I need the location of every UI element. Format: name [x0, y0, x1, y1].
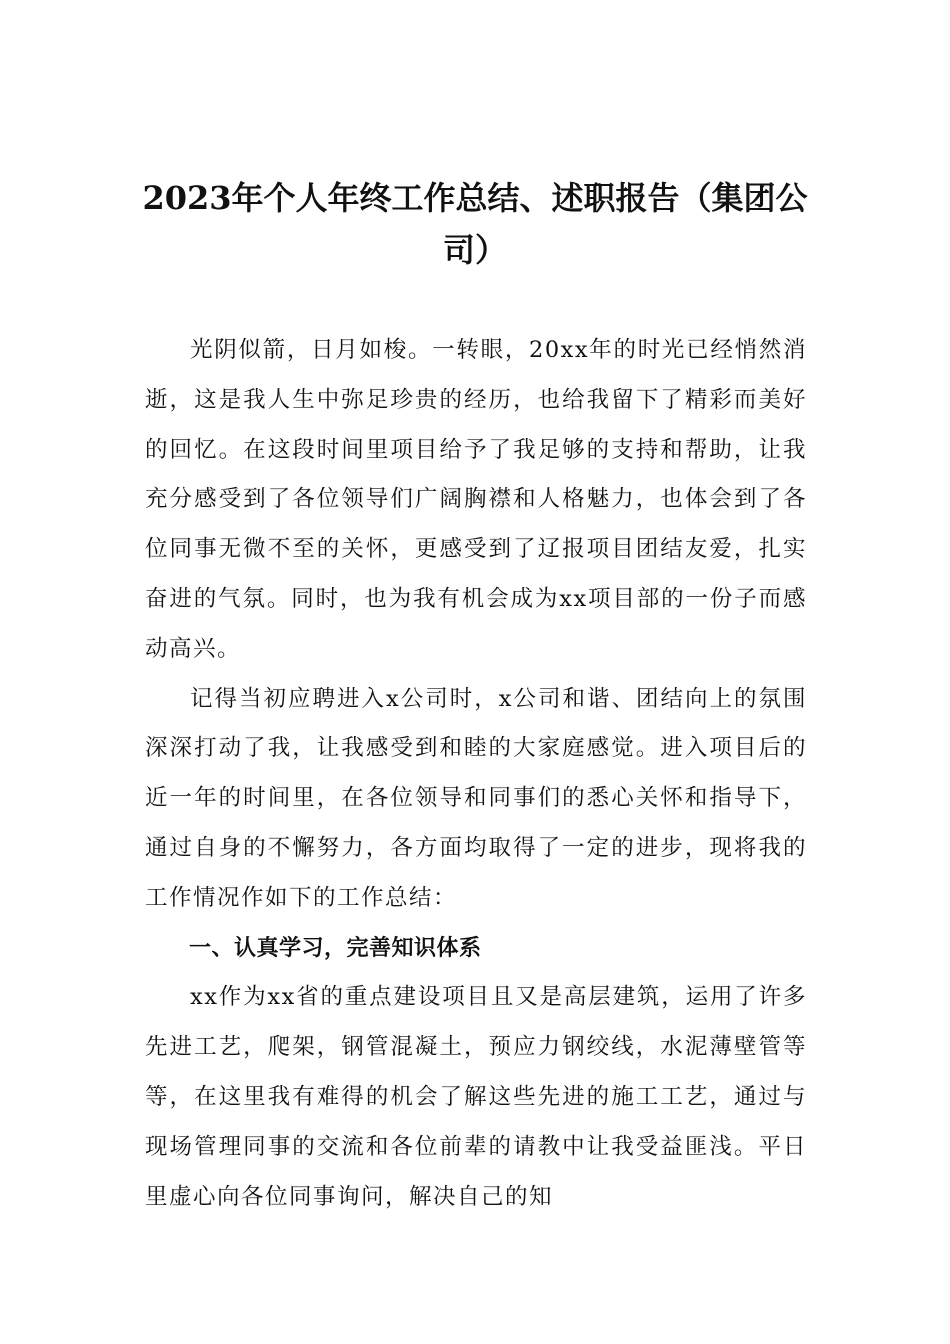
- body-paragraph: xx作为xx省的重点建设项目且又是高层建筑，运用了许多先进工艺，爬架，钢管混凝土，预应力钢绞线，水泥薄壁管等等，在这里我有难得的机会了解这些先进的施工工艺，通过与现场管理同事的交流和各位前辈的请教中让我受益匪浅。平日里虚心向各位同事询问，解决自己的知: [145, 984, 807, 1210]
- body-paragraph: 光阴似箭，日月如梭。一转眼，20xx年的时光已经悄然消逝，这是我人生中弥足珍贵的经历，也给我留下了精彩而美好的回忆。在这段时间里项目给予了我足够的支持和帮助，让我充分感受到了各位领导们广阔胸襟和人格魅力，也体会到了各位同事无微不至的关怀，更感受到了辽报项目团结友爱，扎实奋进的气氛。同时，也为我有机会成为xx项目部的一份子而感动高兴。: [145, 337, 807, 662]
- document-title: 2023年个人年终工作总结、述职报告（集团公司）: [142, 179, 808, 269]
- body-paragraph: 记得当初应聘进入x公司时，x公司和谐、团结向上的氛围深深打动了我，让我感受到和睦的大家庭感觉。进入项目后的近一年的时间里，在各位领导和同事们的悉心关怀和指导下，通过自身的不懈努力，各方面均取得了一定的进步，现将我的工作情况作如下的工作总结：: [145, 685, 807, 911]
- section-heading: 一、认真学习，完善知识体系: [189, 935, 482, 961]
- document-body: [145, 326, 807, 1222]
